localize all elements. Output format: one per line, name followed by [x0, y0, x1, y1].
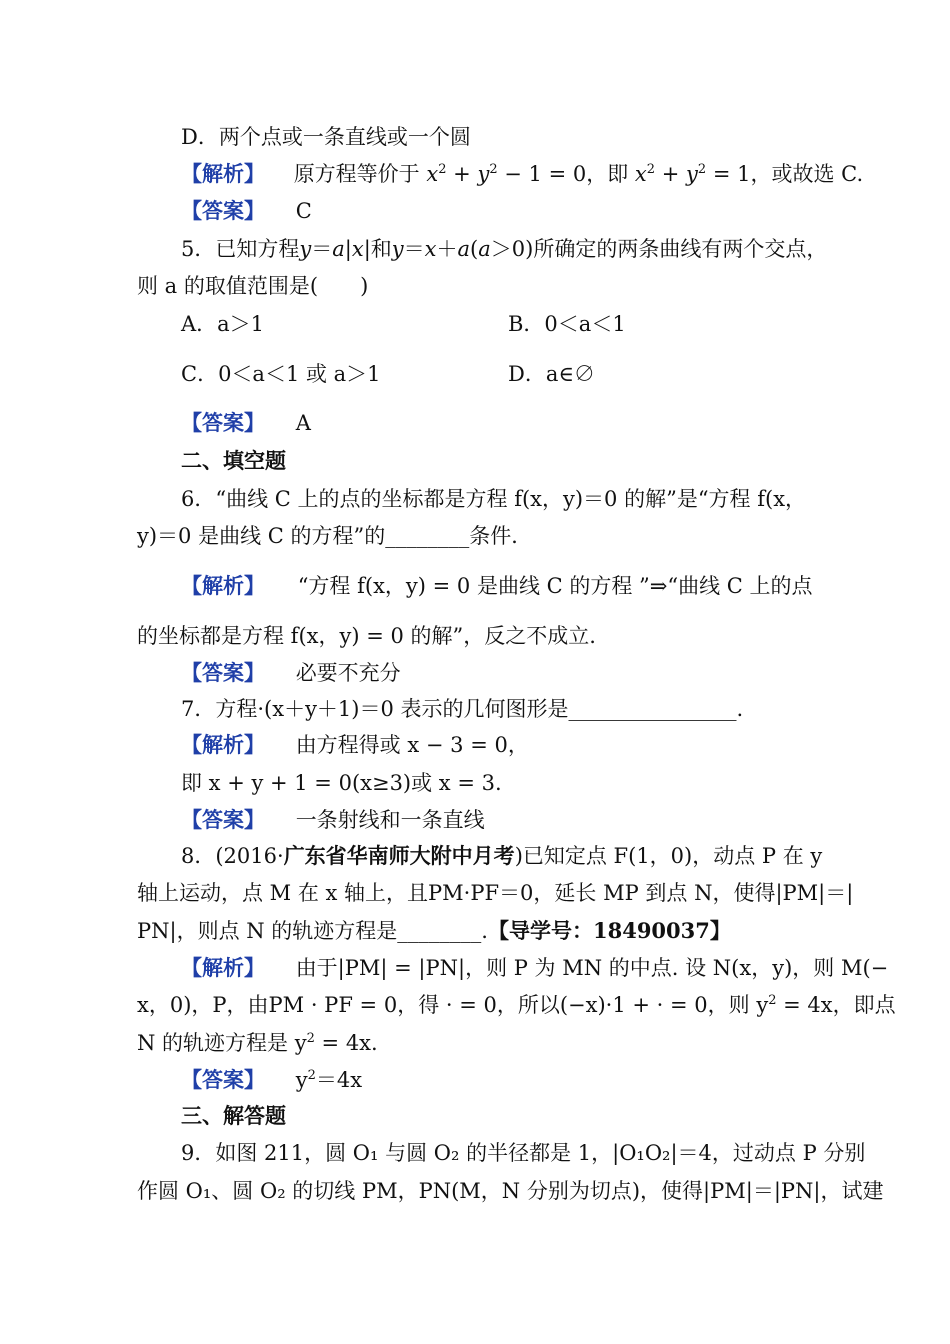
q5-stem-line2: 则 a 的取值范围是( ): [137, 274, 369, 298]
q6-stem-line1: 6．“曲线 C 上的点的坐标都是方程 f(x，y)＝0 的解”是“方程 f(x，: [181, 487, 807, 511]
analysis-label: 【解析】: [181, 162, 265, 186]
q7-analysis-line1: 【解析】 由方程得或 x − 3 = 0，: [181, 733, 529, 757]
q8-guide-number: 【导学号：18490037】: [487, 918, 731, 943]
q7-analysis-line2: 即 x + y + 1 = 0(x≥3)或 x = 3.: [181, 771, 502, 795]
q6-stem-line2: y)＝0 是曲线 C 的方程”的________条件．: [137, 524, 533, 548]
q5-option-b: B．0＜a＜1: [508, 312, 626, 336]
answer-label: 【答案】: [181, 661, 265, 685]
q7-answer: 【答案】 一条射线和一条直线: [181, 808, 485, 832]
answer-label: 【答案】: [181, 1068, 265, 1092]
answer-label: 【答案】: [181, 808, 265, 832]
q8-analysis-line1: 【解析】 由于|PM| = |PN|，则 P 为 MN 的中点. 设 N(x，y)，则 M(−: [181, 956, 889, 980]
q5-answer: 【答案】 A: [181, 411, 311, 435]
q7-stem: 7．方程·(x＋y＋1)＝0 表示的几何图形是________________.: [181, 697, 744, 721]
q8-analysis-line3: N 的轨迹方程是 $y^2 = 4x$.: [137, 1031, 378, 1055]
q9-stem-line1: 9．如图 211，圆 O₁ 与圆 O₂ 的半径都是 1，|O₁O₂|＝4，过动点 P 分别: [181, 1141, 866, 1165]
q8-stem-line2: 轴上运动，点 M 在 x 轴上，且PM·PF＝0，延长 MP 到点 N，使得|PM|＝|: [137, 881, 854, 905]
q6-answer: 【答案】 必要不充分: [181, 661, 401, 685]
q8-stem-line1: 8．(2016·广东省华南师大附中月考)已知定点 F(1，0)，动点 P 在 y: [181, 843, 823, 868]
q5-option-a: A．a＞1: [181, 312, 265, 336]
analysis-label: 【解析】: [181, 956, 265, 980]
q8-answer: 【答案】 $y^2=4x$: [181, 1068, 363, 1092]
q4-answer: 【答案】 C: [181, 199, 312, 223]
answer-label: 【答案】: [181, 199, 265, 223]
q4-option-d: D．两个点或一条直线或一个圆: [181, 125, 471, 149]
q8-source: 广东省华南师大附中月考: [283, 843, 515, 868]
q8-analysis-line2: x，0)，P，由PM · PF = 0，得 · = 0，所以(−x)·1 + · = 0，则 $y^2 = 4x$，即点: [137, 993, 896, 1017]
q4-analysis: 【解析】 原方程等价于 $x^2 + y^2 - 1 = 0$，即 $x^2 + y^2 = 1$，或故选 C.: [181, 162, 864, 186]
section-fill-in: 二、填空题: [181, 448, 286, 473]
q5-stem-line1: 5．已知方程y＝a|x|和y＝x＋a(a＞0)所确定的两条曲线有两个交点，: [181, 237, 828, 261]
q5-option-c: C．0＜a＜1 或 a＞1: [181, 362, 381, 386]
q6-analysis-line1: 【解析】 “方程 f(x，y) = 0 是曲线 C 的方程 ”⇒“曲线 C 上的点: [181, 574, 813, 598]
q6-analysis-line2: 的坐标都是方程 f(x，y) = 0 的解”，反之不成立.: [137, 624, 596, 648]
q5-option-d: D．a∈∅: [508, 362, 595, 386]
analysis-label: 【解析】: [181, 574, 265, 598]
analysis-label: 【解析】: [181, 733, 265, 757]
q8-stem-line3: PN|，则点 N 的轨迹方程是________.【导学号：18490037】: [137, 918, 731, 943]
section-solutions: 三、解答题: [181, 1103, 286, 1128]
answer-label: 【答案】: [181, 411, 265, 435]
q9-stem-line2: 作圆 O₁、圆 O₂ 的切线 PM，PN(M，N 分别为切点)，使得|PM|＝|PN|，试建: [137, 1179, 884, 1203]
